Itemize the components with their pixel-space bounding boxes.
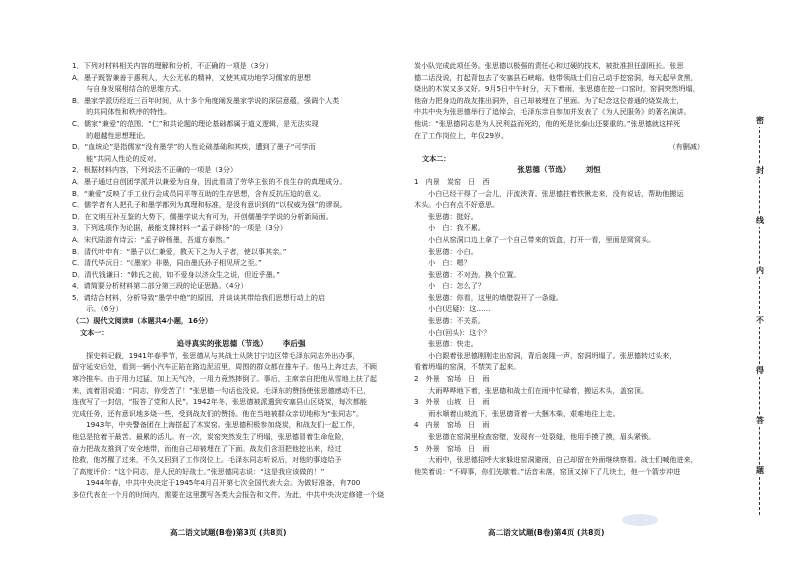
article-line: 中共中央为张思德举行了追悼会，毛泽东亲自参加并发表了《为人民服务》的著名演讲。 xyxy=(414,107,691,117)
script-line: 小白已经干得了一会儿，汗流浃背。张思德拄着铁锹走来，没有说话，帮助他搬运 xyxy=(414,188,684,198)
scan-smudge xyxy=(622,514,658,526)
left-page xyxy=(72,60,410,501)
question-list xyxy=(72,60,410,315)
abridged-note: （有删减） xyxy=(668,142,704,152)
article-line: 来，流着泪说道：“同志，你受苦了！”张思德一句话也没说。毛泽东的赞扬使张思德感动不已， xyxy=(72,385,371,395)
script-line: 小 白：嗯？ xyxy=(414,258,471,268)
question-line: 4．请简要分析材料第二部分第三段的论证思路。（4分） xyxy=(72,281,248,291)
script-line: 张思德：不对劲，换个位置。 xyxy=(414,269,521,279)
script-line: 大雨中，张思德招呼大家躲进窑洞避雨，自己却留在外面继续察看。战士们喊他进来， xyxy=(414,455,698,465)
script-line: 张思德：小白。 xyxy=(414,246,478,256)
article-title-2-text: 张思德（节选） xyxy=(517,165,571,175)
article-line: 留守延安后处，看到一辆小汽车正陷在路边泥沼里，周围的群众都在推车子。他马上奔过去，不顾 xyxy=(72,362,378,372)
seal-char: 线 xyxy=(752,215,768,227)
script-line: 2 外景 窑场 日 雨 xyxy=(414,374,490,384)
question-line: 的共同体性和秩序的特性。 xyxy=(72,107,172,117)
page-footer-left: 高二语文试题(B卷)第3页 (共8页) xyxy=(170,528,287,537)
script-body xyxy=(414,176,704,477)
question-line: 的超越性思想理论。 xyxy=(72,130,151,140)
page-footer-right: 高二语文试题(B卷)第4页 (共8页) xyxy=(488,528,605,537)
article-line: 连夜写了一封信，“报答了党和人民”。1942年冬，张思德被派遣到安塞县山区烧炭，每次都能 xyxy=(72,397,367,407)
article-line: 炭小队完成此项任务。张思德以极强的责任心和过硬的技术，被批准担任副班长。张思 xyxy=(414,61,684,70)
question-line: 示。（6分） xyxy=(72,304,123,314)
seal-char: 内 xyxy=(752,265,768,277)
article-line: 抢救，他苏醒了过来，不久又回到了工作岗位上。毛泽东同志听说后，对他的事迹给予 xyxy=(72,455,342,465)
article-line: 1944年春，中共中央决定于1945年4月召开第七次全国代表大会。为做好准备，有700 xyxy=(72,478,361,488)
script-line: 小 白：我不累。 xyxy=(414,223,485,233)
article-body xyxy=(72,350,410,501)
article-line: 在了工作岗位上，年仅29岁。 xyxy=(414,130,509,140)
seal-char: 答 xyxy=(752,415,768,427)
question-line: C．清代毕沅日：“《墨家》非墨，同由墨氏孙子相见所之至。” xyxy=(72,258,262,268)
question-line: 与自身发展相结合的思维方式。 xyxy=(72,84,186,94)
article-line: 1943年，中央警备团在上海搭起了木炭窑。张思德积极参加烧炭，和战友们一起工作， xyxy=(72,420,360,430)
script-line: 张思德：挺好。 xyxy=(414,211,478,221)
article-author: 李后强 xyxy=(282,339,306,349)
script-line: 小白跟着张思德刚刚走出窑洞，背后轰隆一声，窑洞坍塌了。张思德转过头来， xyxy=(414,350,677,360)
seal-char: 封 xyxy=(752,165,768,177)
question-line: 3．下列选项作为论据，最能支撑材料一“孟子辟杨”的一项是（3分） xyxy=(72,223,287,233)
script-line: 张思德在窑洞里检查窑壁，发现有一处裂缝，他用手摸了摸，眉头紧锁。 xyxy=(414,432,656,441)
article-line: 他说：“张思德同志是为人民利益而死的，他的死是比泰山还要重的。”张思德就这样死 xyxy=(414,118,681,128)
script-line: 小白(迟疑)：这…… xyxy=(414,304,491,314)
seal-char: 不 xyxy=(752,315,768,327)
article-line: 了高度评价：“这个同志，是人民的好战士。”张思德同志说：“这是我应该做的！” xyxy=(72,466,325,476)
seal-char: 题 xyxy=(752,465,768,477)
right-page xyxy=(414,60,704,477)
script-line: 小 白：怎么了？ xyxy=(414,281,485,291)
question-line: B．清代叶申有：“墨子以仁兼爱，教天下之为人子者，使以事其亲。” xyxy=(72,246,287,256)
article-line: 完成任务，还有意识地多烧一些，受到战友们的赞扬。他在当地被群众亲切地称为“张同志”。 xyxy=(72,408,364,418)
script-line: 大雨哗哗地下着，张思德和战士们在雨中忙碌着，搬运木头，盖窑顶。 xyxy=(414,385,649,395)
article-line: 烧出的木炭又多又好。9月5日中午时分，天下着雨，张思德在挖一口窑时，窑洞突然坍塌， xyxy=(414,84,700,94)
question-line: B．墨家学派历经近三百年时间，从十多个角度阐发墨家学说的深层意蕴，强调个人类 xyxy=(72,95,340,105)
question-line: C．儒学者有人把孔子和墨学都列为真理和标准，是没有意识到的“以权威为强”的谬误。 xyxy=(72,200,347,210)
script-line: 5 外景 窑场 日 雨 xyxy=(414,443,490,453)
text-label-2: 文本二： xyxy=(422,153,451,163)
article-line: 他奋力把身边的战友推出洞外，自己却被埋在了里面。为了纪念这位普通的烧炭战士， xyxy=(414,95,684,105)
script-line: 4 内景 窑场 日 雨 xyxy=(414,420,490,430)
article-line: 他总是抢着干最苦、最累的活儿。有一次，炭窑突然发生了坍塌，张思德冒着生命危险， xyxy=(72,432,349,441)
question-line: D．清代钱谦曰：“韩氏之前，如不爱身以济众生之说，但近乎墨。” xyxy=(72,269,280,279)
article-continuation xyxy=(414,60,704,141)
question-line: B．“兼爱”反映了手工业行会成员同平等互助的生存思想，含有反抗压迫的意义。 xyxy=(72,188,326,198)
question-line: C．儒家“兼爱”的范围、“仁”和共论题的理论基础都属于道义逻辑，是无法实现 xyxy=(72,118,319,128)
script-line: 张思德：你看，这里的墙壁裂开了一条缝。 xyxy=(414,292,563,302)
article-line: 寒冷推车。由于用力过猛，加上天气冷，一用力竟然摔倒了。事后，主席亲自把他从雪地上扶了起 xyxy=(72,374,378,384)
script-line: 雨水顺着山坡流下，张思德背着一大捆木柴，艰难地往上走。 xyxy=(414,408,620,418)
article-line: 德二话没说，打起背包去了安塞县石峡峪。他带领战士们自己动手挖窑洞，每天起早贪黑， xyxy=(414,72,698,82)
article-title xyxy=(72,338,410,350)
script-line: 看着坍塌的窑洞，不禁笑了起来。 xyxy=(414,362,521,372)
article-line: 多位代表在一个月的时间内，需要在这里撰写各类大会报告和文件。为此，中共中央决定修建一个烧 xyxy=(72,489,385,499)
article-line: 探史料记载，1941年春季节，张思德从与其战士从陕甘宁边区带毛泽东同志外出办事， xyxy=(72,350,360,360)
article-line: 奋力把战友推到了安全地带，而他自己却被埋在了下面。战友们含泪把他挖出来，经过 xyxy=(72,443,342,453)
seal-char: 密 xyxy=(752,115,768,127)
question-line: A．宋代陆游有诗云：“孟子辟杨墨，吾道方泰然。” xyxy=(72,234,230,244)
script-line: 1 内景 炭窑 日 西 xyxy=(414,176,490,186)
text-label: 文本一： xyxy=(80,327,109,337)
question-line: A．墨子通过自创团学派并以兼爱为自身，因此看清了劳华主张的不良生存的真理成分。 xyxy=(72,176,347,186)
script-line: 小白(回头)：这个？ xyxy=(414,327,491,337)
article-title-text: 追寻真实的张思德（节选） xyxy=(176,339,268,349)
script-line: 小白从窑洞口边上拿了一个自己带来的饭盒，打开一看，里面是窝窝头。 xyxy=(414,234,656,244)
section-heading: （二）现代文阅读Ⅱ（本题共4小题，16分） xyxy=(72,316,213,326)
question-line: 2．根据材料内容，下列说法不正确的一项是（3分） xyxy=(72,165,238,175)
question-line: D．在文明互补互鉴的大势下，儒墨学说大有可为，开创儒墨学学说的分析新局面。 xyxy=(72,211,333,221)
script-line: 他笑着说：“不碍事，你们先歇着。”话音未落，窑顶又掉下了几块土，他一个箭步冲进 xyxy=(414,466,681,476)
question-line: A．墨子既智兼善于惠利人，大公无私的精神，又使其成功地学习儒家的思想 xyxy=(72,72,311,82)
seal-char: 得 xyxy=(752,365,768,377)
seal-line xyxy=(752,115,768,515)
question-line: 5．请结合材料，分析导致“墨学中绝”的原因，并谈谈其带给我们思想行动上的启 xyxy=(72,292,326,302)
script-line: 张思德：不关系。 xyxy=(414,316,485,326)
article-title-2 xyxy=(414,164,704,176)
article-author-2: 刘恒 xyxy=(585,165,601,175)
script-line: 木头。小白有点不好意思。 xyxy=(414,200,500,210)
question-line: 能”共同人性论的反对。 xyxy=(72,153,161,163)
script-line: 3 外景 山坡 日 雨 xyxy=(414,397,490,407)
question-line: D．“血统论”是指儒家“没有墨学”的人性论础基础和其疾，遭到了墨子“可学而 xyxy=(72,142,316,152)
question-line: 1．下列对材料相关内容的理解和分析，不正确的一项是（3分） xyxy=(72,61,273,70)
script-line: 张思德：快走。 xyxy=(414,339,478,349)
